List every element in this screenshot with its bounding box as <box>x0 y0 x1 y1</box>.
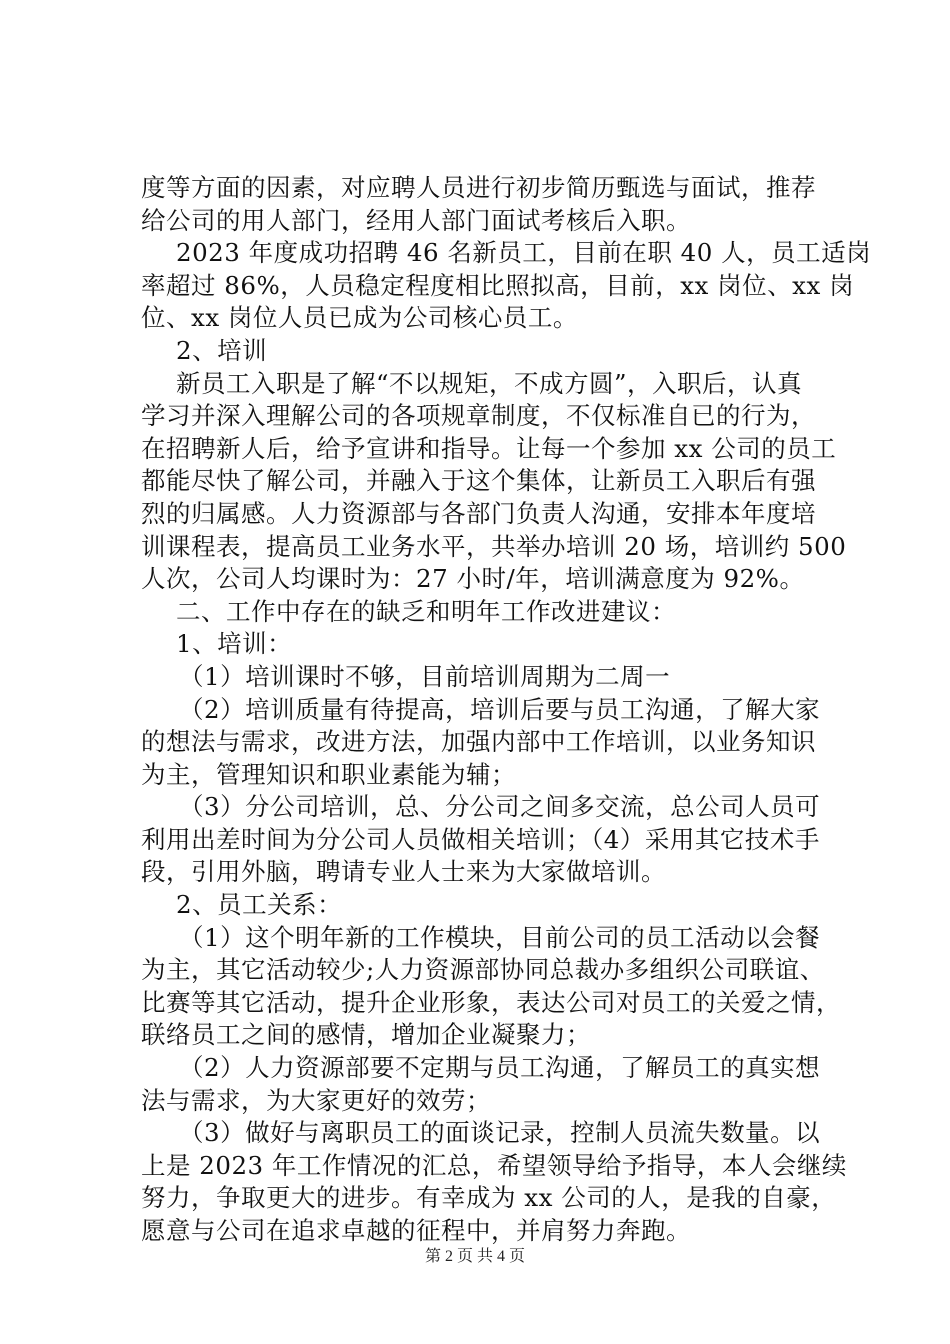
text-line: 度等方面的因素，对应聘人员进行初步简历甄选与面试，推荐 <box>141 173 816 202</box>
text-line: 人次，公司人均课时为：27 小时/年，培训满意度为 92%。 <box>141 564 805 594</box>
text-line: 烈的归属感。人力资源部与各部门负责人沟通，安排本年度培 <box>141 498 816 528</box>
text-line: 利用出差时间为分公司人员做相关培训；（4）采用其它技术手 <box>141 824 820 854</box>
text-line: 给公司的用人部门，经用人部门面试考核后入职。 <box>141 205 691 235</box>
page-number-footer: 第 2 页 共 4 页 <box>424 1248 525 1265</box>
text-line: 为主，管理知识和职业素能为辅； <box>141 759 516 789</box>
text-line: 学习并深入理解公司的各项规章制度，不仅标准自已的行为， <box>141 401 816 431</box>
text-line: 段，引用外脑，聘请专业人士来为大家做培训。 <box>141 857 666 887</box>
subsection-heading: 2、员工关系： <box>176 890 343 920</box>
text-line: 在招聘新人后，给予宣讲和指导。让每一个参加 xx 公司的员工 <box>141 433 837 463</box>
text-line: （3）分公司培训，总、分公司之间多交流，总公司人员可 <box>179 792 821 822</box>
text-line: 法与需求，为大家更好的效劳； <box>141 1085 491 1115</box>
text-line: 2023 年度成功招聘 46 名新员工，目前在职 40 人，员工适岗 <box>176 238 872 268</box>
text-line: 联络员工之间的感情，增加企业凝聚力； <box>141 1020 591 1050</box>
text-line: 都能尽快了解公司，并融入于这个集体，让新员工入职后有强 <box>141 466 816 496</box>
document-body <box>141 172 872 1248</box>
text-line: 的想法与需求，改进方法，加强内部中工作培训，以业务知识 <box>141 727 816 757</box>
text-line: 上是 2023 年工作情况的汇总，希望领导给予指导，本人会继续 <box>141 1150 847 1180</box>
text-line: （3）做好与离职员工的面谈记录，控制人员流失数量。以 <box>179 1118 821 1148</box>
text-line: 训课程表，提高员工业务水平，共举办培训 20 场，培训约 500 <box>141 531 847 561</box>
text-line: 愿意与公司在追求卓越的征程中，并肩努力奔跑。 <box>141 1216 691 1245</box>
section-heading: 二、工作中存在的缺乏和明年工作改进建议： <box>176 596 676 626</box>
section-heading: 2、培训 <box>176 335 268 365</box>
text-line: （2）人力资源部要不定期与员工沟通，了解员工的真实想 <box>179 1053 821 1083</box>
text-line: 比赛等其它活动，提升企业形象，表达公司对员工的关爱之情， <box>141 987 841 1017</box>
text-line: 率超过 86%，人员稳定程度相比照拟高，目前，xx 岗位、xx 岗 <box>141 270 855 300</box>
text-line: （2）培训质量有待提高，培训后要与员工沟通，了解大家 <box>179 694 821 724</box>
text-line: 努力，争取更大的进步。有幸成为 xx 公司的人，是我的自豪， <box>141 1183 837 1213</box>
text-line: 为主，其它活动较少;人力资源部协同总裁办多组织公司联谊、 <box>141 955 825 985</box>
text-line: 位、xx 岗位人员已成为公司核心员工。 <box>141 303 578 333</box>
subsection-heading: 1、培训： <box>176 629 293 659</box>
text-line: 新员工入职是了解“不以规矩，不成方圆”，入职后，认真 <box>176 368 803 398</box>
text-line: （1）这个明年新的工作模块，目前公司的员工活动以会餐 <box>179 922 821 952</box>
text-line: （1）培训课时不够，目前培训周期为二周一 <box>179 661 671 691</box>
